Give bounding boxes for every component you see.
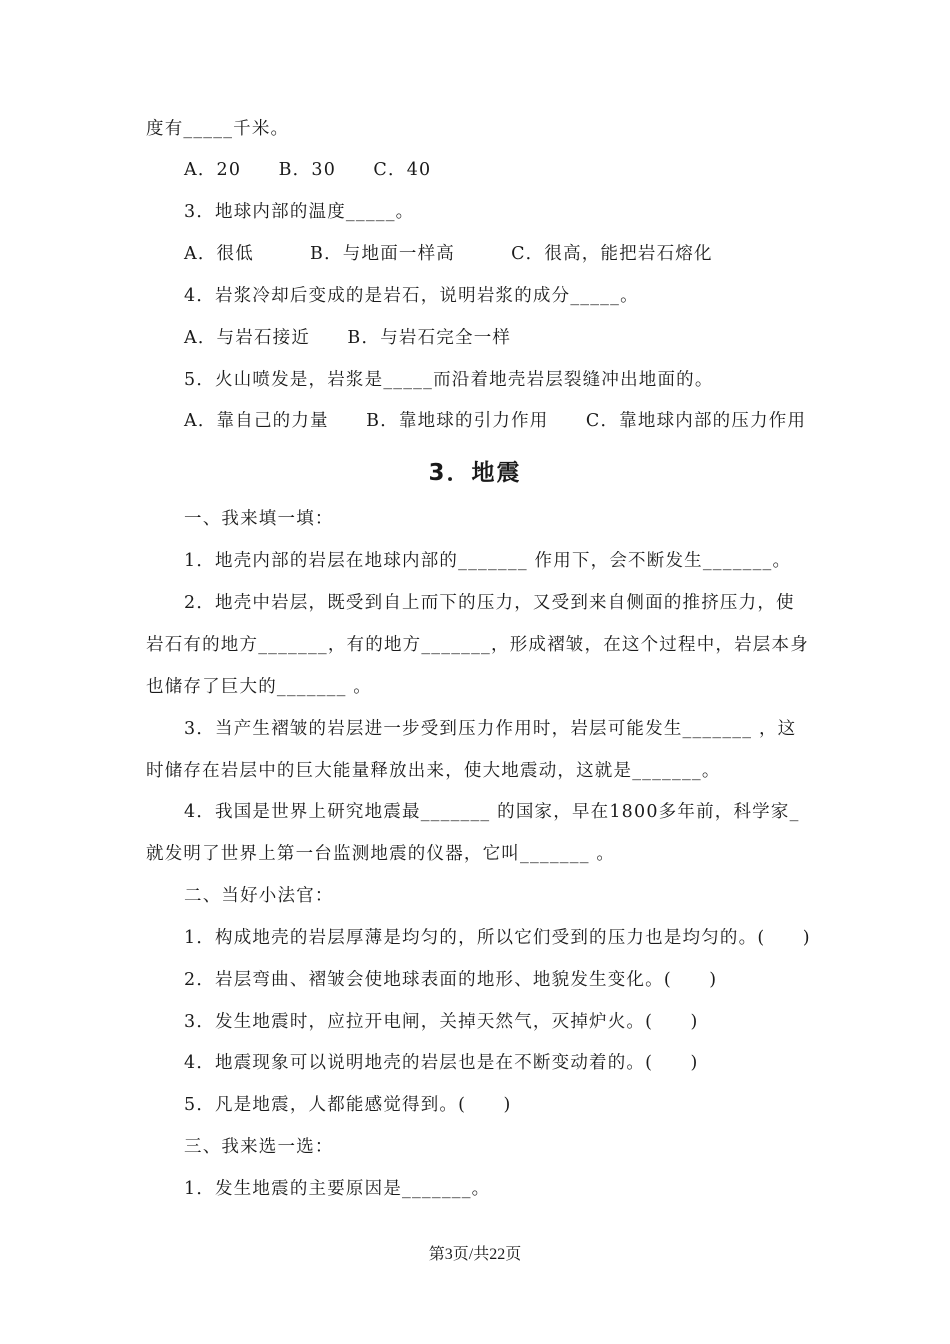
answer-options: A．很低 B．与地面一样高 C．很高，能把岩石熔化 — [184, 244, 713, 264]
question-text: 3．发生地震时，应拉开电闸，关掉天然气，灭掉炉火。( ) — [184, 1012, 699, 1032]
section-heading: 三、我来选一选： — [184, 1137, 334, 1157]
question-text: 3．地球内部的温度_____。 — [184, 202, 415, 222]
text-line: 岩石有的地方_______，有的地方_______，形成褶皱，在这个过程中，岩层本身 — [146, 635, 809, 655]
section-title: 3．地震 — [428, 460, 522, 486]
question-text: 4．地震现象可以说明地壳的岩层也是在不断变动着的。( ) — [184, 1053, 699, 1073]
text-line: 度有_____千米。 — [146, 119, 290, 139]
question-text: 1．构成地壳的岩层厚薄是均匀的，所以它们受到的压力也是均匀的。( ) — [184, 928, 811, 948]
question-text: 1．地壳内部的岩层在地球内部的_______ 作用下，会不断发生_______。 — [184, 551, 792, 571]
question-text: 4．我国是世界上研究地震最_______ 的国家，早在1800多年前，科学家_ — [184, 802, 800, 822]
question-text: 5．火山喷发是，岩浆是_____而沿着地壳岩层裂缝冲出地面的。 — [184, 370, 714, 390]
text-line: 就发明了世界上第一台监测地震的仪器，它叫_______ 。 — [146, 844, 616, 864]
section-heading: 二、当好小法官： — [184, 886, 334, 906]
answer-options: A．20 B．30 C．40 — [184, 160, 432, 180]
question-text: 5．凡是地震，人都能感觉得到。( ) — [184, 1095, 512, 1115]
answer-options: A．靠自己的力量 B．靠地球的引力作用 C．靠地球内部的压力作用 — [184, 411, 807, 431]
text-line: 也储存了巨大的_______ 。 — [146, 677, 373, 697]
question-text: 2．岩层弯曲、褶皱会使地球表面的地形、地貌发生变化。( ) — [184, 970, 718, 990]
answer-options: A．与岩石接近 B．与岩石完全一样 — [184, 328, 512, 348]
question-text: 4．岩浆冷却后变成的是岩石，说明岩浆的成分_____。 — [184, 286, 639, 306]
text-line: 时储存在岩层中的巨大能量释放出来，使大地震动，这就是_______。 — [146, 761, 721, 781]
question-text: 3．当产生褶皱的岩层进一步受到压力作用时，岩层可能发生_______ ，这 — [184, 719, 797, 739]
question-text: 1．发生地震的主要原因是_______。 — [184, 1179, 491, 1199]
page-number: 第3页/共22页 — [428, 1246, 522, 1263]
section-heading: 一、我来填一填： — [184, 509, 334, 529]
question-text: 2．地壳中岩层，既受到自上而下的压力，又受到来自侧面的推挤压力，使 — [184, 593, 795, 613]
